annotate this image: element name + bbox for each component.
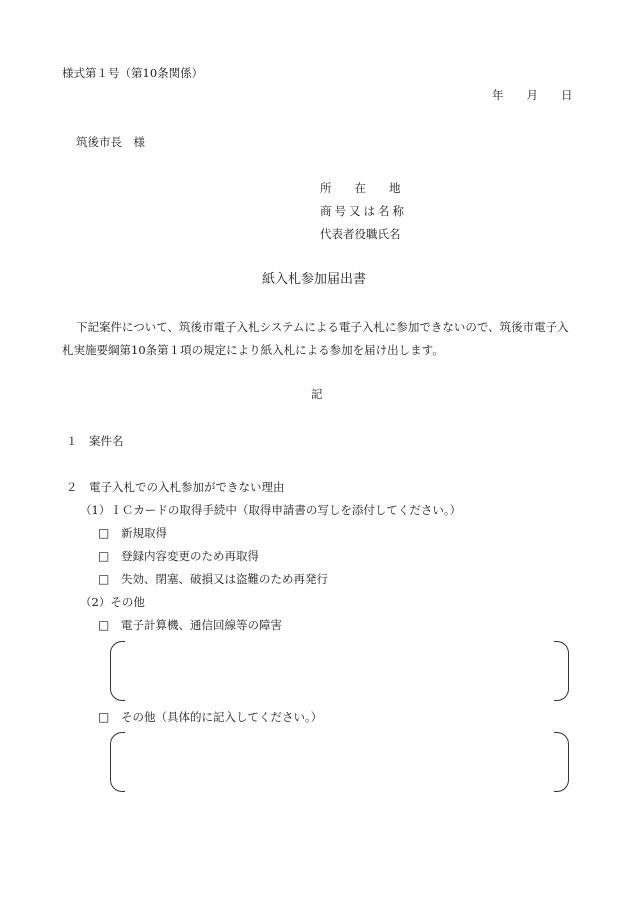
company-name-label: 商号又は名称 xyxy=(320,204,407,218)
option-reacquisition[interactable] xyxy=(98,549,259,563)
date-line: 年 月 日 xyxy=(492,88,573,102)
option-label: 失効、閉塞、破損又は盗難のため再発行 xyxy=(121,572,328,586)
sub-1-ic-card-heading: （1）ＩＣカードの取得手続中（取得申請書の写しを添付してください。） xyxy=(80,503,462,517)
option-label: 新規取得 xyxy=(121,526,167,540)
checkbox-icon[interactable]: □ xyxy=(98,549,110,563)
left-bracket xyxy=(110,732,125,792)
ki-heading: 記 xyxy=(311,387,323,401)
addressee: 筑後市長 様 xyxy=(76,135,145,149)
right-bracket xyxy=(554,732,569,792)
option-reissue[interactable] xyxy=(98,572,328,586)
option-label: その他（具体的に記入してください。） xyxy=(121,710,323,724)
checkbox-icon[interactable]: □ xyxy=(98,526,110,540)
option-system-failure[interactable] xyxy=(98,618,282,632)
representative-label: 代表者役職氏名 xyxy=(320,227,401,241)
checkbox-icon[interactable]: □ xyxy=(98,618,110,632)
sub-2-other-heading: （2）その他 xyxy=(80,595,145,609)
section-1-project-name: １ 案件名 xyxy=(66,434,124,448)
address-label: 所 在 地 xyxy=(320,181,401,195)
left-bracket xyxy=(110,641,125,701)
option-other-specify[interactable] xyxy=(98,710,322,724)
right-bracket xyxy=(554,641,569,701)
option-new-acquisition[interactable] xyxy=(98,526,167,540)
checkbox-icon[interactable]: □ xyxy=(98,710,110,724)
body-text-line-1: 下記案件について、筑後市電子入札システムによる電子入札に参加できないので、筑後市電子入 xyxy=(76,320,569,334)
option-label: 電子計算機、通信回線等の障害 xyxy=(121,618,282,632)
option-label: 登録内容変更のため再取得 xyxy=(121,549,259,563)
form-number: 様式第１号（第10条関係） xyxy=(62,66,204,80)
body-text-line-2: 札実施要綱第10条第１項の規定により紙入札による参加を届け出します。 xyxy=(62,343,444,357)
section-2-reason-heading: ２ 電子入札での入札参加ができない理由 xyxy=(66,480,285,494)
checkbox-icon[interactable]: □ xyxy=(98,572,110,586)
document-title: 紙入札参加届出書 xyxy=(262,272,367,287)
